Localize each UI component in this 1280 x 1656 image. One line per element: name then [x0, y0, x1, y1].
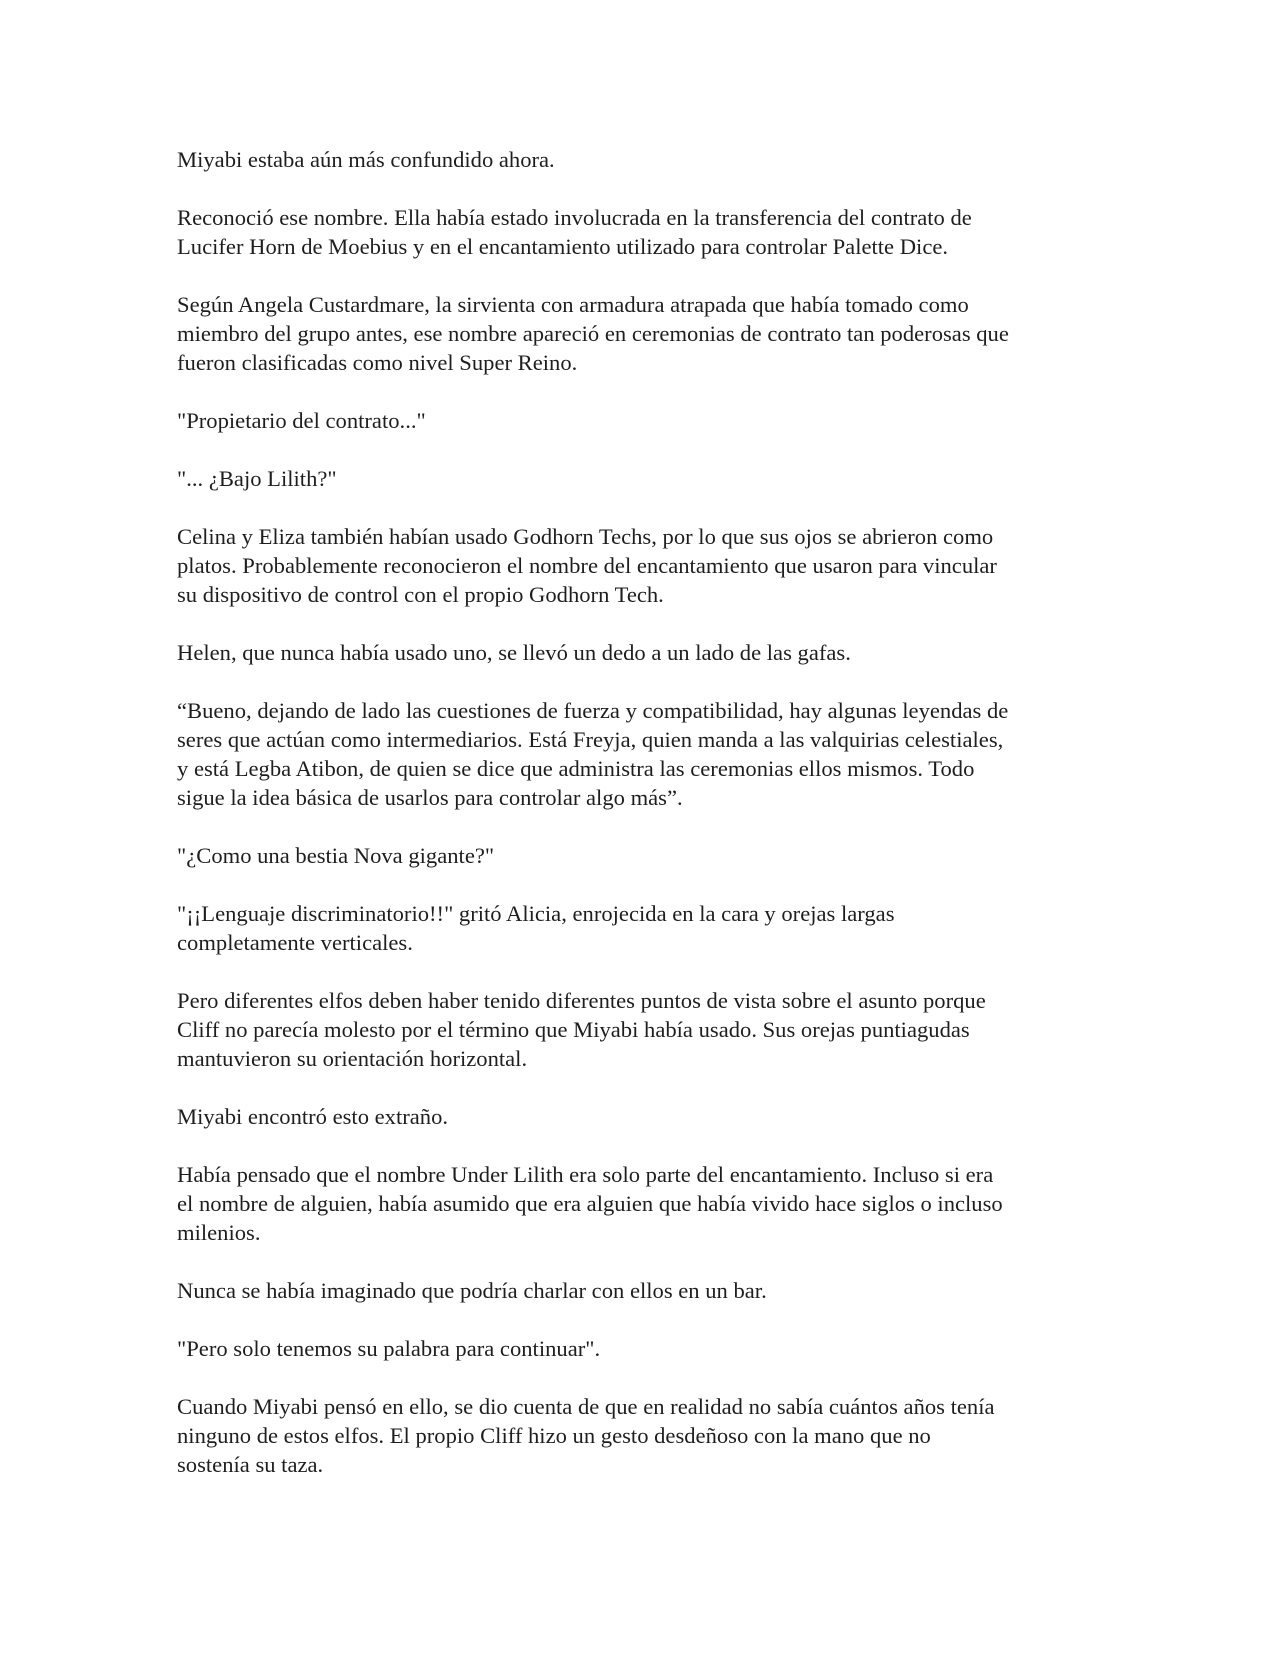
- paragraph: "Pero solo tenemos su palabra para continuar".: [177, 1336, 601, 1361]
- paragraph: "Propietario del contrato...": [177, 408, 426, 433]
- paragraph: Cuando Miyabi pensó en ello, se dio cuenta de que en realidad no sabía cuántos años tenía ninguno de estos elfos. El propio Cliff hizo un gesto desdeñoso con la mano que no sostenía su taza.: [177, 1394, 995, 1477]
- paragraph: Miyabi encontró esto extraño.: [177, 1104, 449, 1129]
- paragraph: "... ¿Bajo Lilith?": [177, 466, 337, 491]
- paragraph: "¡¡Lenguaje discriminatorio!!" gritó Alicia, enrojecida en la cara y orejas largas completamente verticales.: [177, 901, 895, 955]
- paragraph: Celina y Eliza también habían usado Godhorn Techs, por lo que sus ojos se abrieron como platos. Probablemente reconocieron el nombre del encantamiento que usaron para vincular su dispositivo de control con el propio Godhorn Tech.: [177, 524, 997, 607]
- document-body: [177, 145, 1117, 1479]
- paragraph: “Bueno, dejando de lado las cuestiones de fuerza y compatibilidad, hay algunas leyendas de seres que actúan como intermediarios. Está Freyja, quien manda a las valquirias celestiales, y está Legba Atibon, de quien se dice que administra las ceremonias ellos mismos. Todo sigue la idea básica de usarlos para controlar algo más”.: [177, 698, 1009, 810]
- paragraph: Pero diferentes elfos deben haber tenido diferentes puntos de vista sobre el asunto porque Cliff no parecía molesto por el término que Miyabi había usado. Sus orejas puntiagudas mantuvieron su orientación horizontal.: [177, 988, 986, 1071]
- paragraph: "¿Como una bestia Nova gigante?": [177, 843, 495, 868]
- paragraph: Miyabi estaba aún más confundido ahora.: [177, 147, 555, 172]
- paragraph: Reconoció ese nombre. Ella había estado involucrada en la transferencia del contrato de Lucifer Horn de Moebius y en el encantamiento utilizado para controlar Palette Dice.: [177, 205, 972, 259]
- paragraph: Según Angela Custardmare, la sirvienta con armadura atrapada que había tomado como miembro del grupo antes, ese nombre apareció en ceremonias de contrato tan poderosas que fueron clasificadas como nivel Super Reino.: [177, 292, 1009, 375]
- paragraph: Nunca se había imaginado que podría charlar con ellos en un bar.: [177, 1278, 767, 1303]
- paragraph: Había pensado que el nombre Under Lilith era solo parte del encantamiento. Incluso si era el nombre de alguien, había asumido que era alguien que había vivido hace siglos o incluso milenios.: [177, 1162, 1003, 1245]
- paragraph: Helen, que nunca había usado uno, se llevó un dedo a un lado de las gafas.: [177, 640, 851, 665]
